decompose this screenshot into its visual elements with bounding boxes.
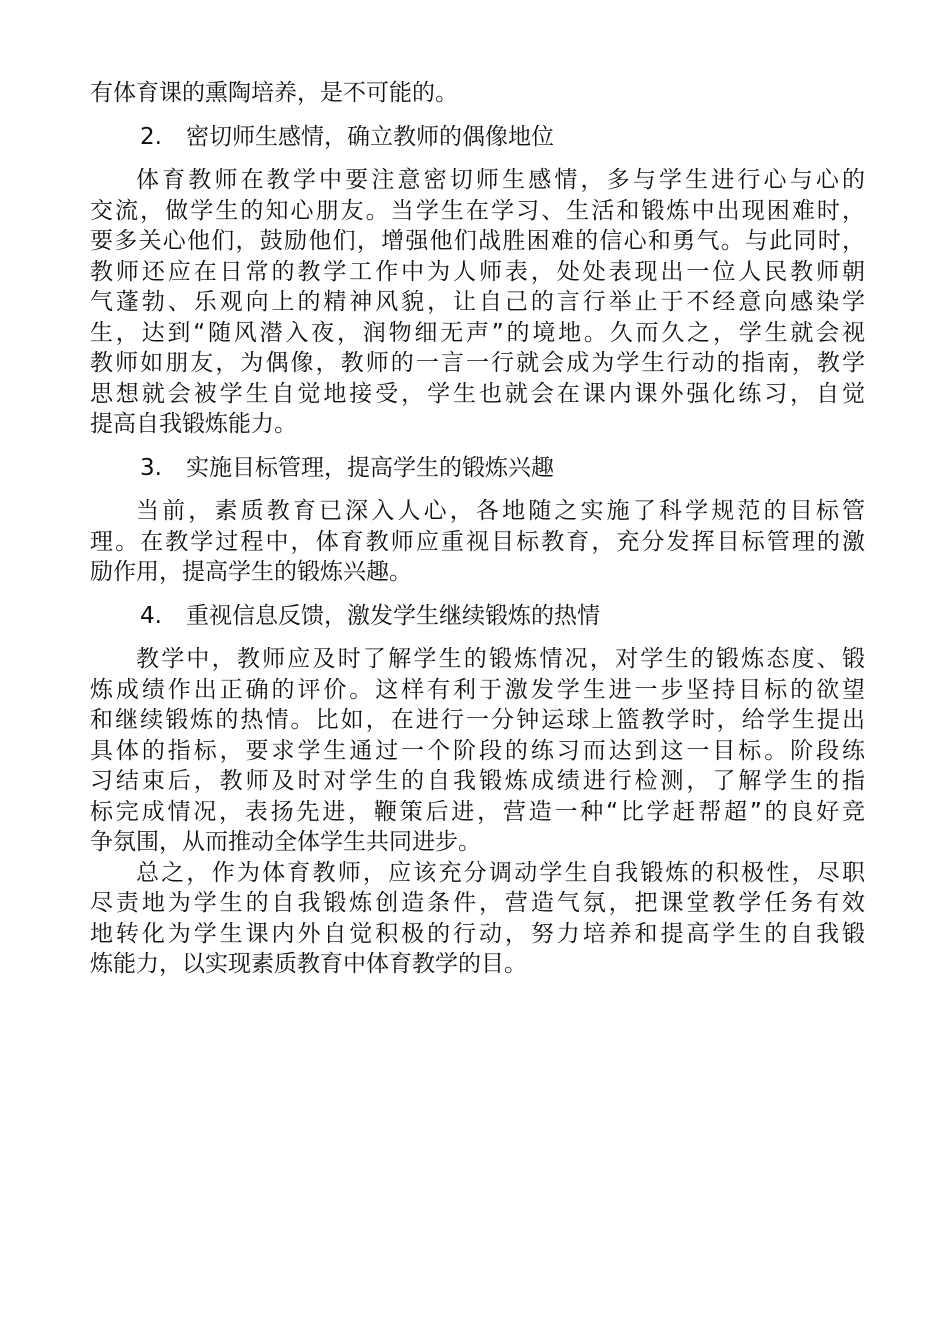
section-title: 实施目标管理，提高学生的锻炼兴趣: [186, 454, 554, 481]
paragraph-line: 地转化为学生课内外自觉积极的行动，努力培养和提高学生的自我锻: [90, 920, 865, 947]
paragraph-line: 有体育课的熏陶培养，是不可能的。: [90, 80, 458, 106]
conclusion-paragraph: [90, 858, 865, 980]
paragraph-line: 教学中，教师应及时了解学生的锻炼情况，对学生的锻炼态度、锻: [136, 646, 865, 672]
section-number: 2.: [140, 123, 162, 150]
paragraph-line: 教师还应在日常的教学工作中为人师表，处处表现出一位人民教师朝: [90, 258, 865, 285]
paragraph-line: 生，达到“随风潜入夜，润物细无声”的境地。久而久之，学生就会视: [90, 319, 865, 346]
paragraph-line: 和继续锻炼的热情。比如，在进行一分钟运球上篮教学时，给学生提出: [90, 707, 865, 733]
paragraph-line: 教师如朋友，为偶像，教师的一言一行就会成为学生行动的指南，教学: [90, 350, 865, 376]
paragraph-line: 要多关心他们，鼓励他们，增强他们战胜困难的信心和勇气。与此同时，: [90, 228, 865, 254]
paragraph-line: 习结束后，教师及时对学生的自我锻炼成绩进行检测，了解学生的指: [90, 768, 865, 794]
section-paragraph: [90, 496, 865, 588]
section-heading: [90, 601, 865, 632]
paragraph-line: 炼能力，以实现素质教育中体育教学的目。: [90, 951, 527, 977]
paragraph-line: 标完成情况，表扬先进，鞭策后进，营造一种“比学赶帮超”的良好竞: [90, 798, 865, 825]
paragraph-line: 争氛围，从而推动全体学生共同进步。: [90, 829, 481, 855]
paragraph-line: 气蓬勃、乐观向上的精神风貌，让自己的言行举止于不经意向感染学: [90, 289, 865, 315]
paragraph-line: 提高自我锻炼能力。: [90, 411, 297, 437]
document-page: [90, 78, 865, 980]
section-heading: [90, 122, 865, 153]
paragraph-line: 具体的指标，要求学生通过一个阶段的练习而达到这一目标。阶段练: [90, 737, 865, 764]
paragraph-line: 当前，素质教育已深入人心，各地随之实施了科学规范的目标管: [136, 498, 865, 524]
paragraph-line: 交流，做学生的知心朋友。当学生在学习、生活和锻炼中出现困难时，: [90, 197, 865, 224]
section-heading: [90, 453, 865, 484]
section-paragraph: [90, 644, 865, 858]
section-paragraph: [90, 165, 865, 440]
section-title: 重视信息反馈，激发学生继续锻炼的热情: [186, 602, 600, 629]
paragraph-line: 炼成绩作出正确的评价。这样有利于激发学生进一步坚持目标的欲望: [90, 676, 865, 703]
section-number: 4.: [140, 602, 162, 629]
paragraph-line: 励作用，提高学生的锻炼兴趣。: [90, 559, 412, 585]
paragraph-line: 理。在教学过程中，体育教师应重视目标教育，充分发挥目标管理的激: [90, 528, 865, 555]
paragraph-line: 总之，作为体育教师，应该充分调动学生自我锻炼的积极性，尽职: [136, 859, 865, 886]
section-title: 密切师生感情，确立教师的偶像地位: [186, 123, 554, 150]
paragraph-line: 思想就会被学生自觉地接受，学生也就会在课内课外强化练习，自觉: [90, 380, 865, 407]
paragraph-line: 体育教师在教学中要注意密切师生感情，多与学生进行心与心的: [136, 167, 865, 193]
section-number: 3.: [140, 454, 162, 481]
paragraph-line: 尽责地为学生的自我锻炼创造条件，营造气氛，把课堂教学任务有效: [90, 890, 865, 916]
